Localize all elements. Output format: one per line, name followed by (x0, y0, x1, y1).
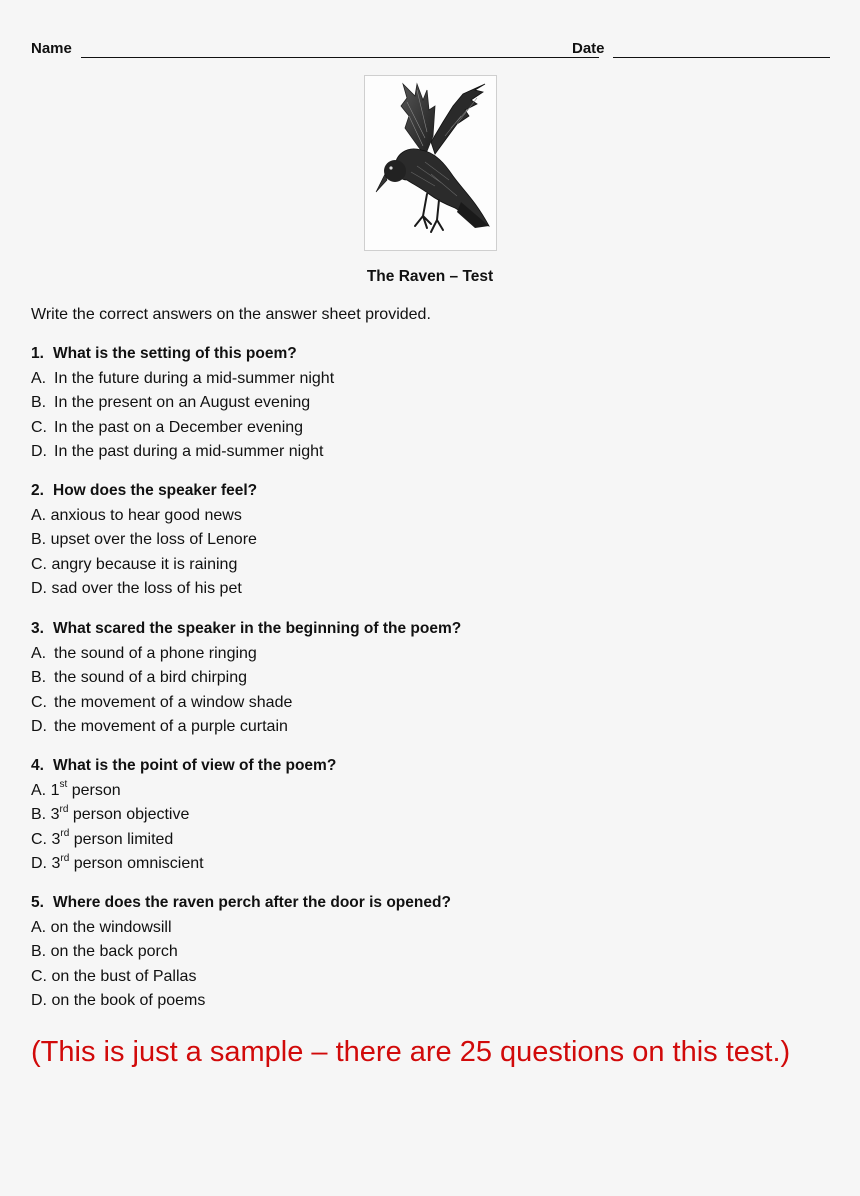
option-text: upset over the loss of Lenore (50, 531, 257, 549)
option-text: anxious to hear good news (50, 506, 242, 524)
ordinal-suffix: st (59, 779, 68, 791)
answer-option (31, 803, 336, 828)
option-text: sad over the loss of his pet (51, 580, 242, 598)
option-text: In the present on an August evening (54, 394, 311, 412)
option-letter: B. (31, 943, 47, 961)
question-number: 1. (31, 345, 44, 362)
answer-option (31, 852, 336, 877)
answer-option (31, 416, 334, 441)
option-letter: B. (31, 806, 47, 824)
answer-option (31, 440, 334, 465)
ordinal-suffix: rd (60, 828, 70, 840)
option-text: the sound of a bird chirping (54, 669, 248, 687)
ordinal-number: 3 (51, 830, 61, 848)
question-4 (31, 754, 336, 877)
answer-option (31, 828, 336, 853)
answer-option (31, 642, 461, 667)
option-text: the sound of a phone ringing (54, 644, 257, 662)
option-text: person omniscient (73, 855, 204, 873)
option-letter: B. (31, 394, 47, 412)
option-text: the movement of a purple curtain (54, 718, 288, 736)
answer-option (31, 916, 451, 941)
ordinal-number: 3 (50, 806, 60, 824)
ordinal-suffix: rd (60, 853, 70, 865)
option-text: In the past during a mid-summer night (54, 443, 324, 461)
option-letter: A. (31, 644, 47, 662)
option-text: on the back porch (50, 943, 178, 961)
option-text: on the bust of Pallas (51, 967, 197, 985)
option-letter: C. (31, 967, 47, 985)
question-1 (31, 342, 334, 465)
question-prompt: What is the point of view of the poem? (53, 757, 337, 774)
ordinal-number: 1 (50, 781, 60, 799)
option-text: person limited (73, 830, 174, 848)
option-letter: D. (31, 443, 47, 461)
option-letter: B. (31, 669, 47, 687)
answer-option (31, 504, 257, 529)
option-text: person objective (72, 806, 190, 824)
date-label: Date (572, 40, 605, 57)
question-number: 5. (31, 894, 44, 911)
option-letter: C. (31, 418, 47, 436)
option-letter: C. (31, 693, 47, 711)
option-text: angry because it is raining (51, 555, 238, 573)
date-field-line[interactable] (613, 57, 830, 58)
answer-option (31, 989, 451, 1014)
option-text: the movement of a window shade (54, 693, 293, 711)
question-prompt: Where does the raven perch after the door is opened? (53, 894, 451, 911)
option-text: person (71, 781, 121, 799)
question-number: 2. (31, 482, 44, 499)
ordinal-number: 3 (51, 855, 61, 873)
question-5 (31, 891, 451, 1014)
question-text (31, 479, 257, 504)
option-letter: C. (31, 830, 47, 848)
question-number: 4. (31, 757, 44, 774)
option-letter: D. (31, 992, 47, 1010)
answer-option (31, 528, 257, 553)
answer-option (31, 965, 451, 990)
option-text: In the past on a December evening (54, 418, 304, 436)
question-prompt: How does the speaker feel? (53, 482, 258, 499)
answer-option (31, 779, 336, 804)
sample-note: (This is just a sample – there are 25 questions on this test.) (31, 1036, 791, 1068)
name-field-line[interactable] (81, 57, 599, 58)
name-date-header (31, 38, 830, 60)
ordinal-suffix: rd (59, 803, 69, 815)
option-letter: D. (31, 855, 47, 873)
option-letter: A. (31, 506, 47, 524)
answer-option (31, 553, 257, 578)
answer-option (31, 940, 451, 965)
question-prompt: What scared the speaker in the beginning of the poem? (53, 620, 462, 637)
answer-option (31, 666, 461, 691)
question-number: 3. (31, 620, 44, 637)
question-text (31, 754, 336, 779)
option-text: on the book of poems (51, 992, 206, 1010)
option-letter: A. (31, 918, 47, 936)
question-text (31, 342, 334, 367)
option-letter: D. (31, 580, 47, 598)
question-prompt: What is the setting of this poem? (53, 345, 297, 362)
option-letter: A. (31, 369, 47, 387)
page-title: The Raven – Test (366, 268, 494, 285)
question-3 (31, 617, 461, 740)
question-text (31, 891, 451, 916)
option-letter: B. (31, 531, 47, 549)
question-2 (31, 479, 257, 602)
option-text: In the future during a mid-summer night (54, 369, 335, 387)
instructions: Write the correct answers on the answer sheet provided. (31, 306, 431, 323)
raven-illustration-icon (365, 76, 496, 250)
answer-option (31, 577, 257, 602)
name-label: Name (31, 40, 72, 57)
answer-option (31, 391, 334, 416)
option-text: on the windowsill (50, 918, 172, 936)
answer-option (31, 691, 461, 716)
question-text (31, 617, 461, 642)
answer-option (31, 367, 334, 392)
option-letter: A. (31, 781, 47, 799)
raven-illustration (364, 75, 497, 251)
option-letter: D. (31, 718, 47, 736)
option-letter: C. (31, 555, 47, 573)
answer-option (31, 715, 461, 740)
